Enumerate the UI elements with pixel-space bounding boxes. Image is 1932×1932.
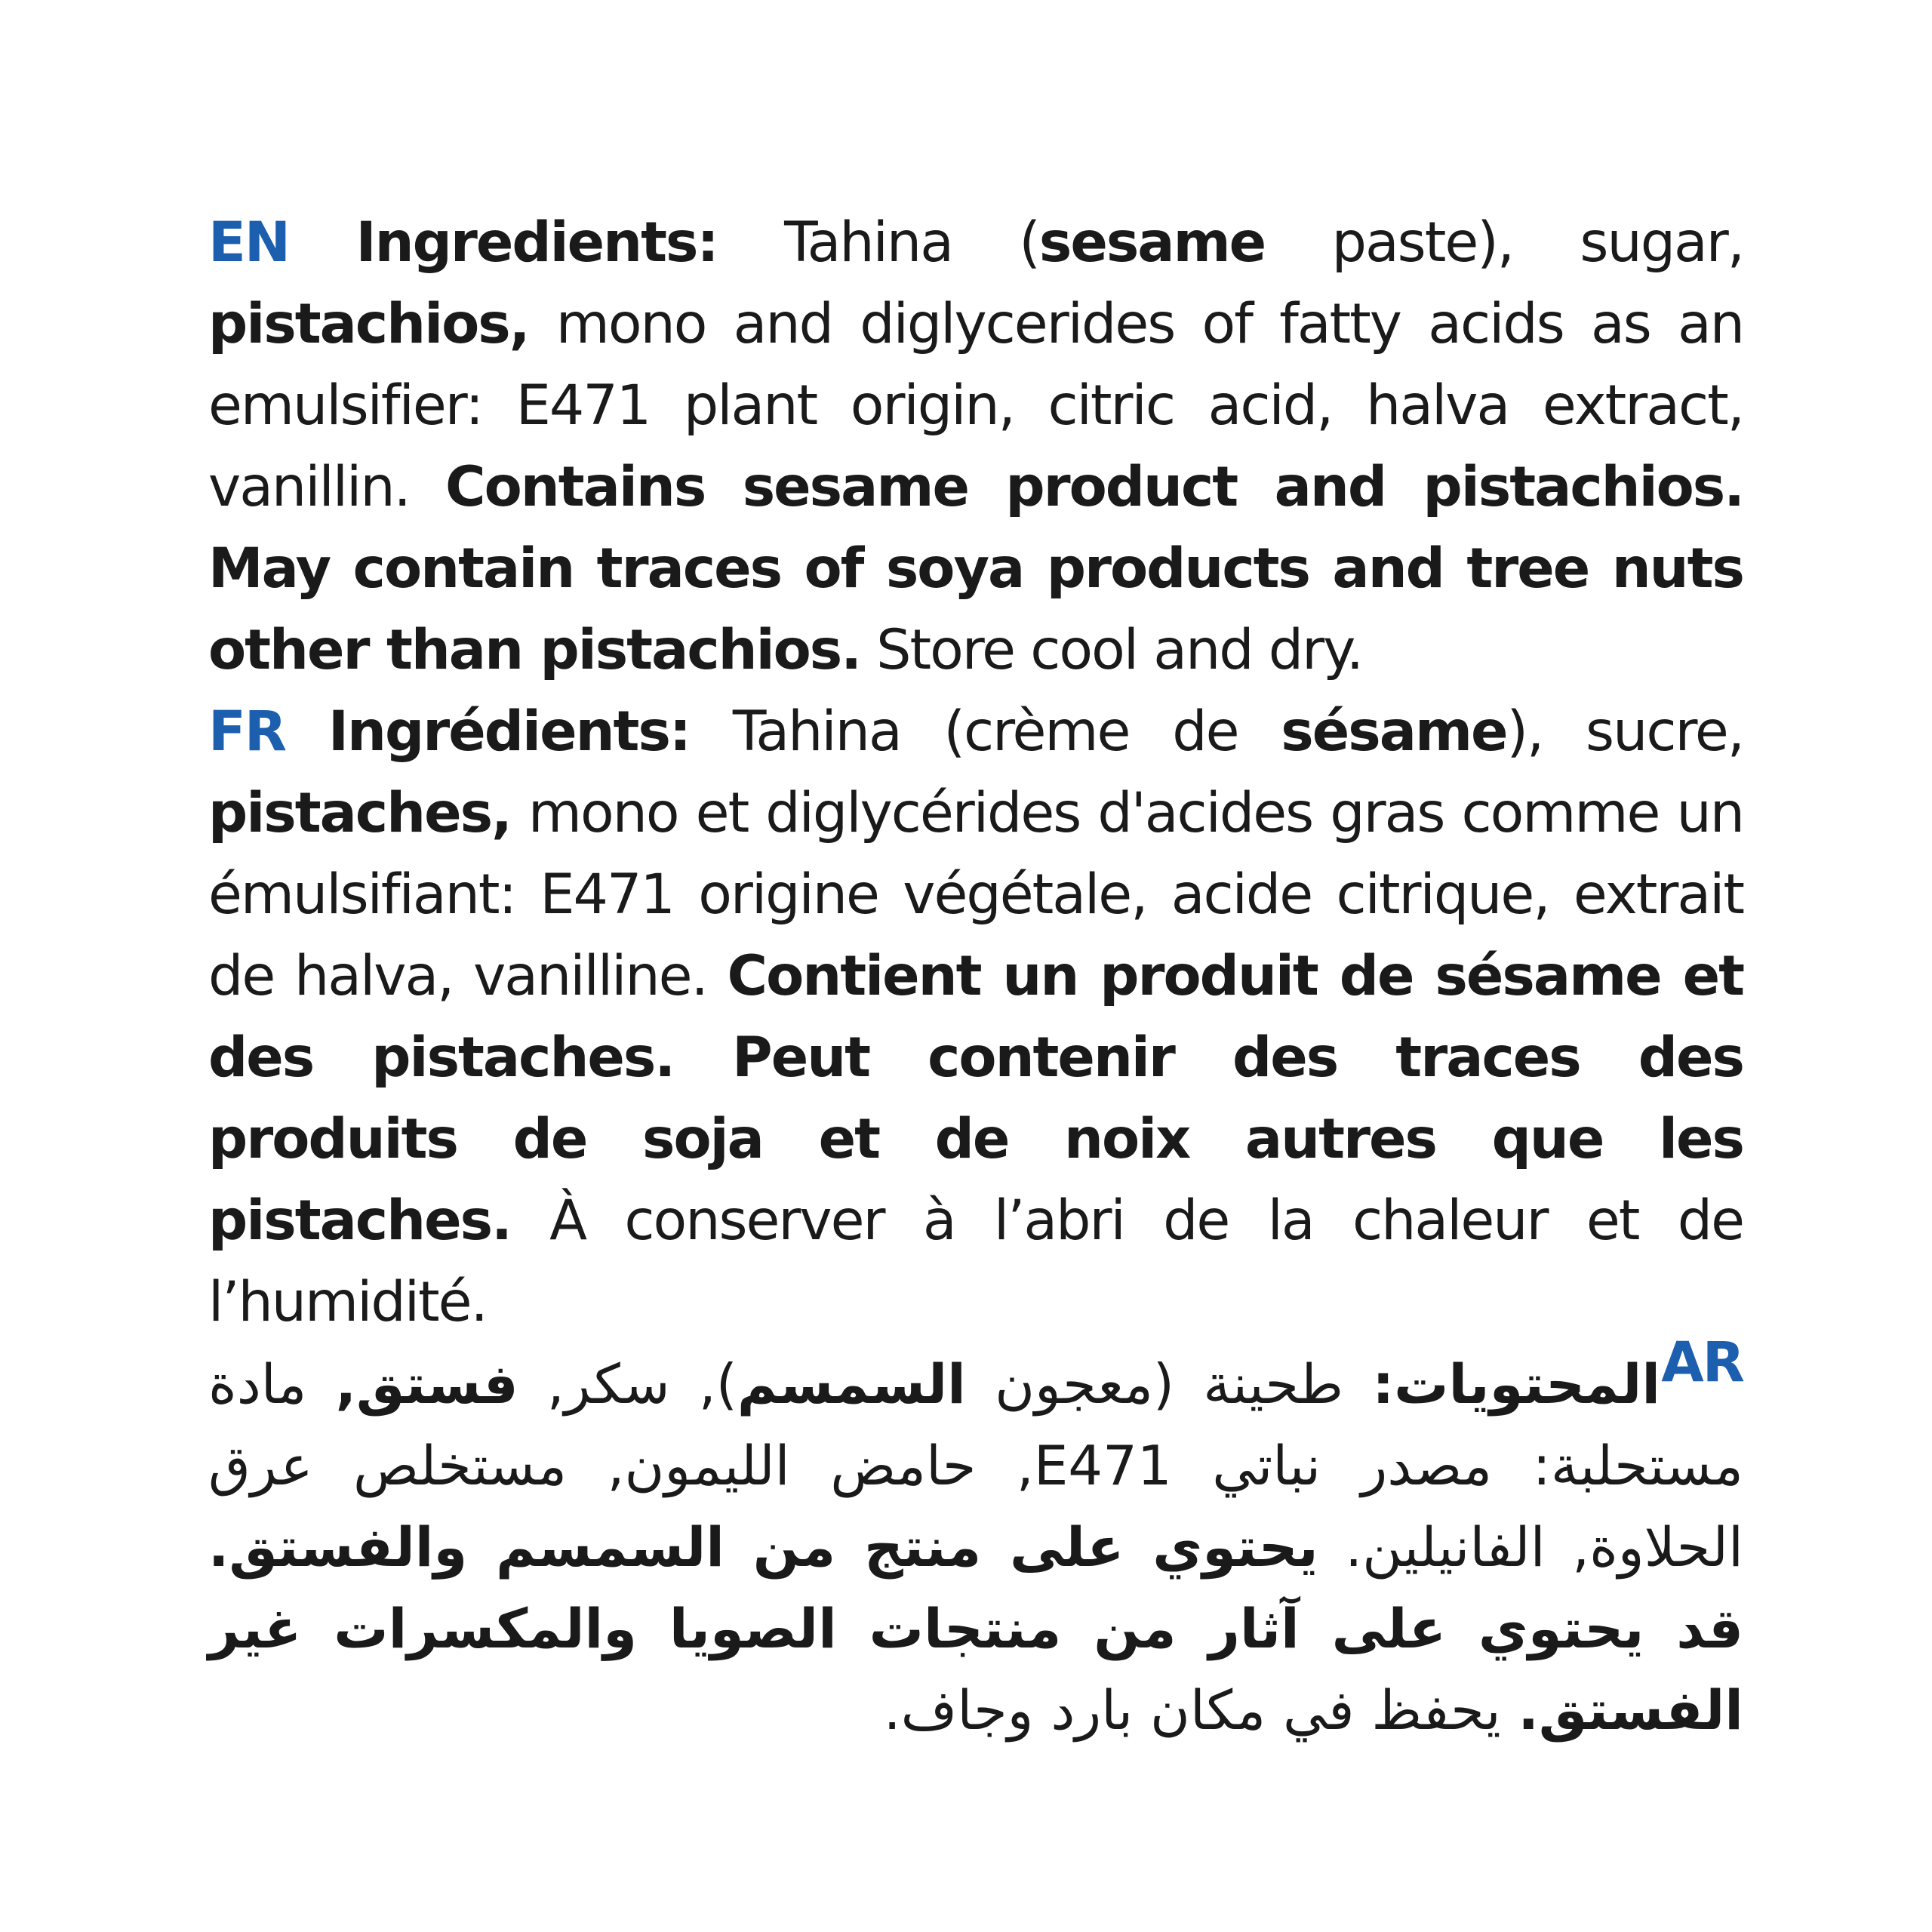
ingredients-text-fr-2: ), sucre, (1506, 700, 1743, 764)
ingredients-fr (208, 691, 1743, 1343)
storage-text-ar: يحفظ في مكان بارد وجاف. (883, 1678, 1518, 1742)
ingredients-text-en-2: paste), sugar, (1265, 211, 1743, 275)
allergen-sesame-fr: sésame (1281, 700, 1507, 764)
ingredients-label (208, 202, 1743, 1749)
ingredients-heading-en: Ingredients: (355, 211, 718, 275)
ingredients-text-fr-3: mono et diglycérides d'acides gras comme un émulsifiant: E471 origine végétale, acide citrique, extrait de halva, vanilline. (208, 781, 1743, 1008)
ingredients-ar (208, 1343, 1743, 1751)
storage-text-fr: À conserver à l’abri de la chaleur et de l’humidité. (208, 1189, 1743, 1334)
allergen-statement-ar: يحتوي على منتج من السمسم والفستق. قد يحتوي على آثار من منتجات الصويا والمكسرات غير الفستق. (208, 1515, 1743, 1742)
ingredients-text-en-3: mono and diglycerides of fatty acids as an emulsifier: E471 plant origin, citric acid, halva extract, vanillin. (208, 292, 1743, 519)
language-code-en: EN (208, 211, 289, 275)
allergen-sesame-ar: السمسم (737, 1352, 966, 1416)
ingredients-heading-fr: Ingrédients: (328, 700, 691, 764)
ingredients-text-fr-1: Tahina (crème de (690, 700, 1281, 764)
allergen-statement-en: Contains sesame product and pistachios. May contain traces of soya products and tree nuts other than pistachios. (208, 455, 1743, 682)
ingredients-text-ar-2: ), سكر, (518, 1352, 737, 1416)
ingredients-heading-ar: المحتويات: (1372, 1352, 1660, 1416)
allergen-pistachios-en: pistachios, (208, 292, 529, 356)
ingredients-text-en-1: Tahina ( (784, 211, 1039, 275)
language-code-fr: FR (208, 700, 286, 764)
ingredients-text-ar-3: مادة مستحلبة: مصدر نباتي E471, حامض الليمون, مستخلص عرق الحلاوة, الفانيلين. (208, 1352, 1743, 1579)
allergen-statement-fr: Contient un produit de sésame et des pistaches. Peut contenir des traces des produits de soja et de noix autres que les pistaches. (208, 944, 1743, 1253)
allergen-sesame-en: sesame (1038, 211, 1266, 275)
allergen-pistachios-ar: فستق, (335, 1352, 518, 1416)
allergen-pistachios-fr: pistaches, (208, 781, 511, 845)
storage-text-en: Store cool and dry. (860, 618, 1363, 682)
ingredients-text-ar-1: طحينة (معجون (965, 1352, 1373, 1416)
language-code-ar: AR (1661, 1331, 1743, 1395)
ingredients-en (208, 202, 1743, 691)
